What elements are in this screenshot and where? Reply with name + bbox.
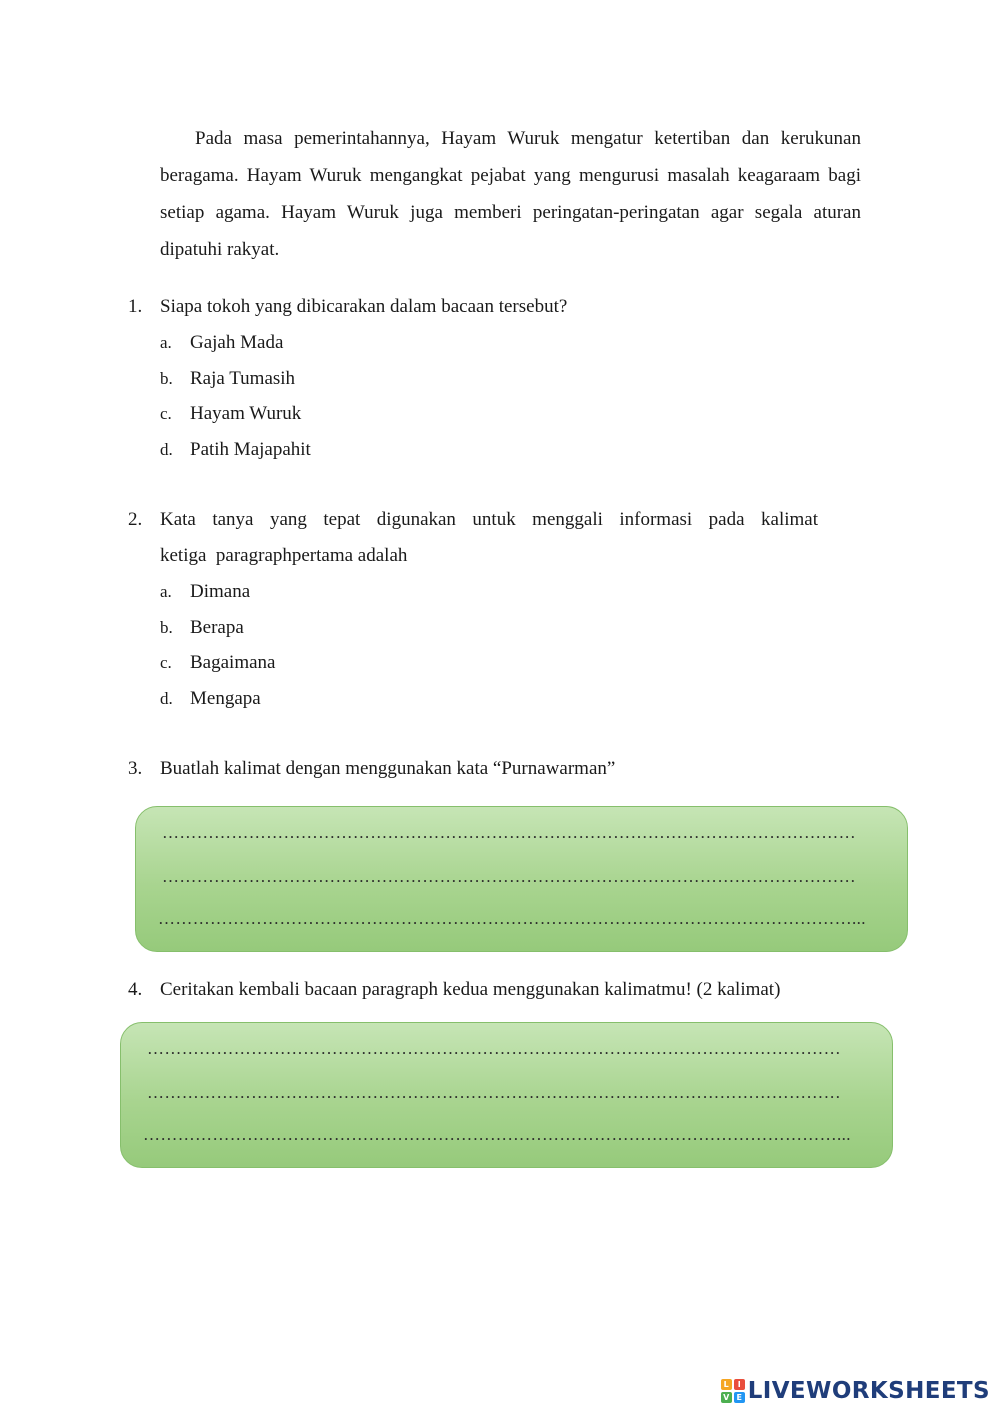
option-b[interactable] <box>160 361 567 397</box>
answer-box-3[interactable] <box>135 806 908 952</box>
option-a[interactable] <box>160 325 567 361</box>
logo-mark-letter: I <box>734 1379 745 1390</box>
option-letter: a. <box>160 333 172 352</box>
option-letter: d. <box>160 689 173 709</box>
reading-paragraph <box>160 120 861 268</box>
option-text: Gajah Mada <box>190 332 284 353</box>
question-number: 4. <box>128 979 143 1000</box>
question-number: 2. <box>128 509 143 530</box>
option-letter: a. <box>160 582 172 601</box>
answer-line-3: …………………………………………………………………………………………………………... <box>158 909 866 928</box>
option-text: Bagaimana <box>190 652 276 674</box>
answer-box-4[interactable] <box>120 1022 893 1168</box>
option-d[interactable] <box>160 681 818 717</box>
question-1 <box>128 289 567 468</box>
option-list <box>160 325 567 468</box>
answer-line-2: ………………………………………………………………………………………………………… <box>147 1083 841 1102</box>
question-number: 1. <box>128 296 143 317</box>
option-text: Berapa <box>190 616 244 638</box>
option-letter: c. <box>160 653 172 673</box>
question-text: Buatlah kalimat dengan menggunakan kata “Purnawarman” <box>160 758 616 779</box>
option-text: Hayam Wuruk <box>190 403 302 425</box>
question-4 <box>128 972 780 1008</box>
option-letter: c. <box>160 404 172 424</box>
question-2 <box>128 502 818 717</box>
option-letter: d. <box>160 440 173 460</box>
answer-line-1: ………………………………………………………………………………………………………… <box>162 823 856 842</box>
logo-mark-letter: L <box>721 1379 732 1390</box>
option-text: Dimana <box>190 581 251 602</box>
option-letter: b. <box>160 617 173 637</box>
option-text: Raja Tumasih <box>190 367 296 389</box>
logo-mark-letter: E <box>734 1392 745 1403</box>
option-d[interactable] <box>160 432 567 468</box>
option-letter: b. <box>160 368 173 388</box>
liveworksheets-logo <box>721 1377 990 1405</box>
paragraph-text: Pada masa pemerintahannya, Hayam Wuruk mengatur ketertiban dan kerukunan beragama. Hayam Wuruk mengangkat pejabat yang mengurusi masalah keagaraam bagi setiap agama. Hayam Wuruk juga memberi peringatan-peringatan agar segala aturan dipatuhi rakyat. <box>160 128 861 260</box>
logo-mark-letter: V <box>721 1392 732 1403</box>
liveworksheets-logo-text: LIVEWORKSHEETS <box>747 1378 990 1404</box>
answer-line-3: …………………………………………………………………………………………………………... <box>143 1125 851 1144</box>
option-text: Mengapa <box>190 688 261 710</box>
option-c[interactable] <box>160 645 818 681</box>
question-text-line-2: ketiga paragraphpertama adalah <box>160 545 408 566</box>
question-text: Siapa tokoh yang dibicarakan dalam bacaan tersebut? <box>160 296 568 317</box>
question-text: Ceritakan kembali bacaan paragraph kedua menggunakan kalimatmu! (2 kalimat) <box>160 979 781 1000</box>
option-b[interactable] <box>160 610 818 646</box>
option-c[interactable] <box>160 396 567 432</box>
liveworksheets-logo-icon <box>721 1379 745 1403</box>
option-a[interactable] <box>160 574 818 610</box>
question-text-line-1: Kata tanya yang tepat digunakan untuk menggali informasi pada kalimat <box>160 509 818 530</box>
question-number: 3. <box>128 758 143 779</box>
answer-line-1: ………………………………………………………………………………………………………… <box>147 1039 841 1058</box>
answer-line-2: ………………………………………………………………………………………………………… <box>162 867 856 886</box>
option-text: Patih Majapahit <box>190 439 311 461</box>
question-3 <box>128 751 615 787</box>
option-list <box>160 574 818 717</box>
